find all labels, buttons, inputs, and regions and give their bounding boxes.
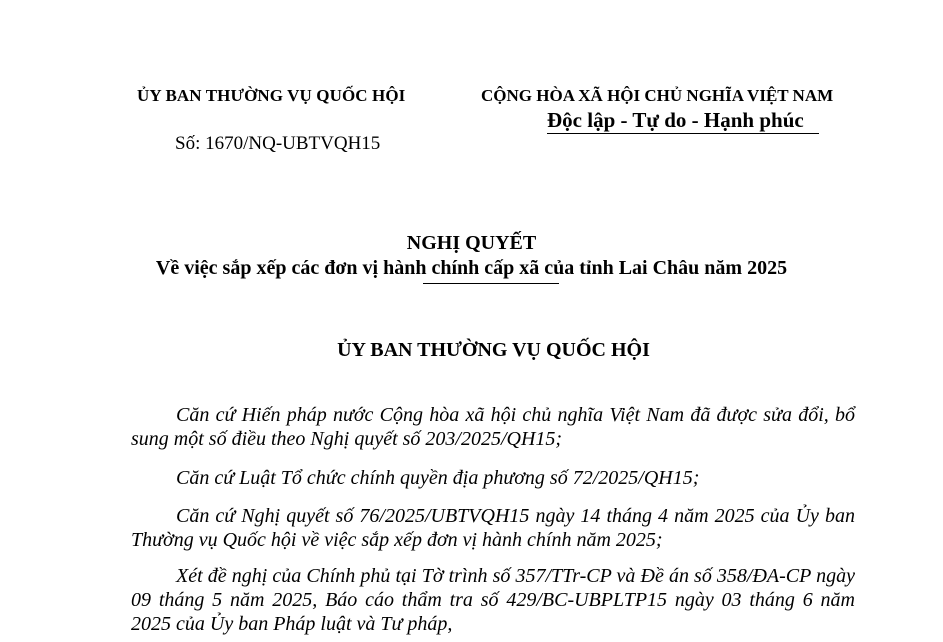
motto-underline: [547, 133, 819, 134]
preamble-paragraph: Căn cứ Luật Tổ chức chính quyền địa phương số 72/2025/QH15;: [176, 467, 700, 489]
preamble-paragraph: Xét đề nghị của Chính phủ tại Tờ trình số 357/TTr-CP và Đề án số 358/ĐA-CP ngày 09 tháng 5 năm 2025, Báo cáo thẩm tra số 429/BC-UBPLTP15 ngày 03 tháng 6 năm 2025 của Ủy ban Pháp luật và Tư pháp,: [131, 565, 855, 635]
national-motto: Độc lập - Tự do - Hạnh phúc: [547, 108, 804, 132]
document-type: NGHỊ QUYẾT: [406, 232, 537, 254]
issuer-heading: ỦY BAN THƯỜNG VỤ QUỐC HỘI: [337, 339, 650, 361]
document-number: Số: 1670/NQ-UBTVQH15: [175, 133, 381, 154]
preamble-paragraph: Căn cứ Hiến pháp nước Cộng hòa xã hội chủ nghĩa Việt Nam đã được sửa đổi, bổ sung một số điều theo Nghị quyết số 203/2025/QH15;: [131, 404, 855, 450]
republic-title: CỘNG HÒA XÃ HỘI CHỦ NGHĨA VIỆT NAM: [481, 86, 834, 105]
title-divider: [423, 283, 559, 284]
document-subject: Về việc sắp xếp các đơn vị hành chính cấp xã của tỉnh Lai Châu năm 2025: [155, 257, 788, 279]
preamble-paragraph: Căn cứ Nghị quyết số 76/2025/UBTVQH15 ngày 14 tháng 4 năm 2025 của Ủy ban Thường vụ Quốc hội về việc sắp xếp đơn vị hành chính năm 2025;: [131, 505, 855, 551]
issuing-agency: ỦY BAN THƯỜNG VỤ QUỐC HỘI: [137, 86, 406, 105]
